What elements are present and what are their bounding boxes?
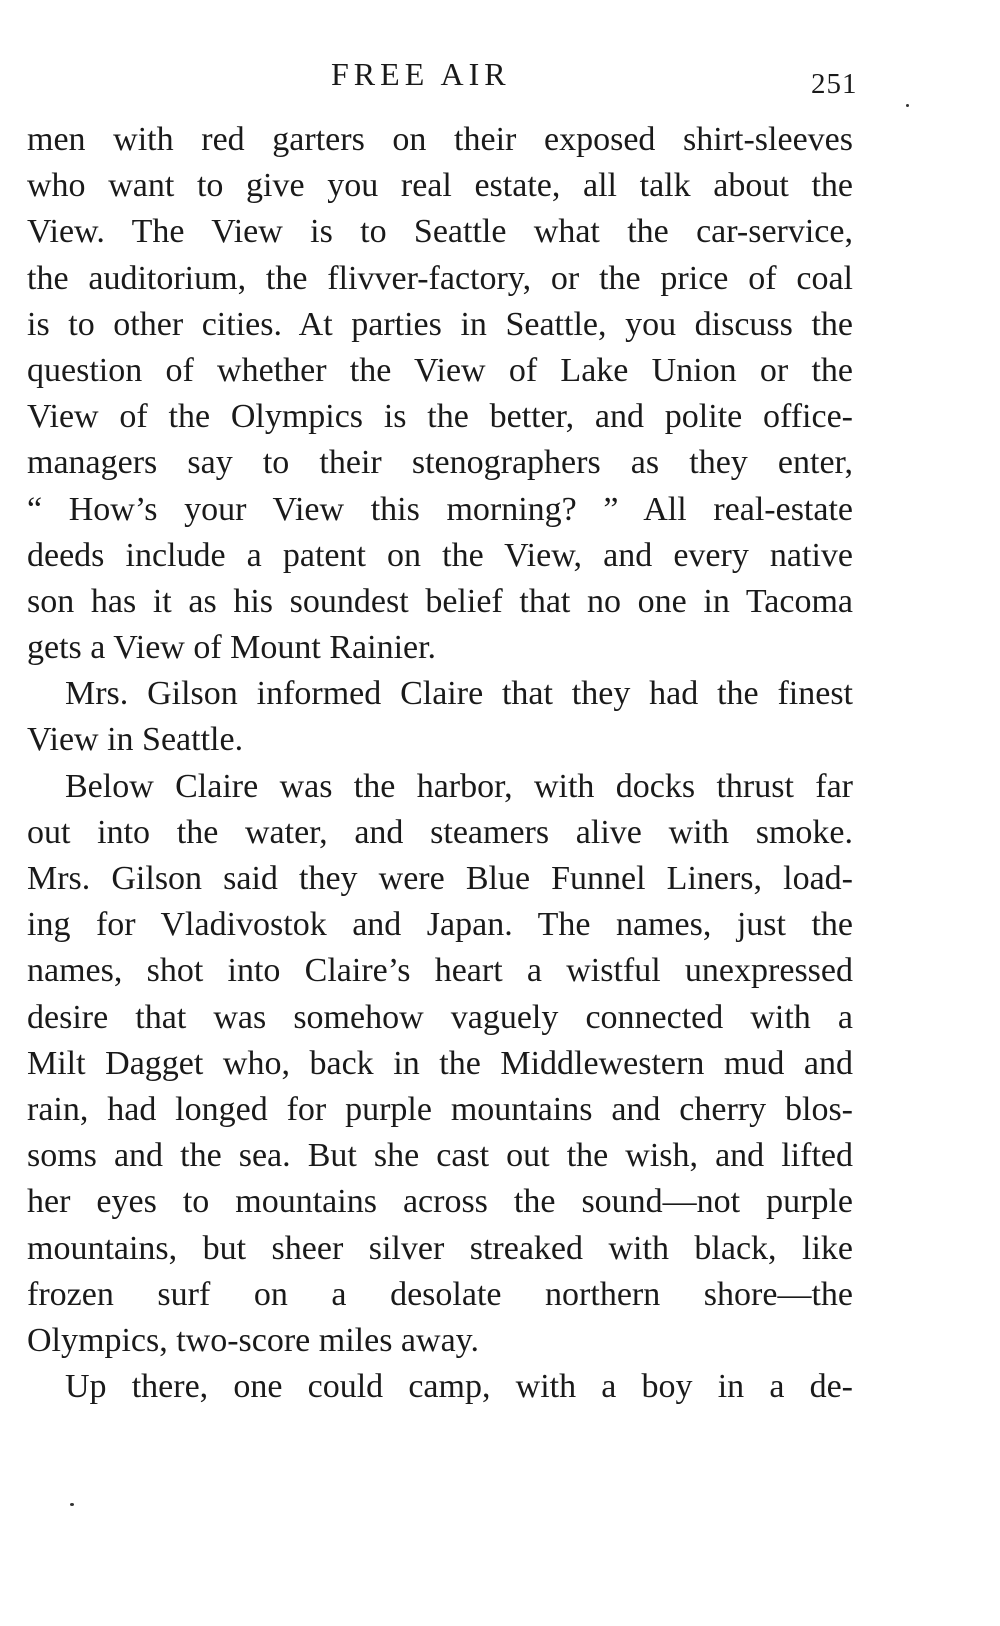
text-line: frozen surf on a desolate northern shore—the [27,1275,853,1313]
body-text [27,117,853,1410]
text-line: names, shot into Claire’s heart a wistful unexpressed [27,952,853,990]
text-line: deeds include a patent on the View, and every native [27,536,853,574]
text-line: question of whether the View of Lake Union or the [27,351,853,389]
text-line: rain, had longed for purple mountains and cherry blos- [27,1090,853,1128]
text-line: mountains, but sheer silver streaked with black, like [27,1229,853,1267]
text-line: men with red garters on their exposed shirt-sleeves [27,121,853,158]
text-line: son has it as his soundest belief that no one in Tacoma [27,582,853,620]
text-line: gets a View of Mount Rainier. [27,629,437,667]
text-line: Mrs. Gilson said they were Blue Funnel Liners, load- [27,860,853,897]
text-line: ing for Vladivostok and Japan. The names, just the [27,906,853,944]
text-line: “ How’s your View this morning? ” All real-estate [27,490,853,528]
text-line: View. The View is to Seattle what the car-service, [27,213,853,251]
text-line: Milt Dagget who, back in the Middlewestern mud and [27,1044,853,1082]
text-line: View in Seattle. [27,721,244,759]
scan-speck [70,1503,74,1506]
text-line: who want to give you real estate, all talk about the [27,167,853,205]
text-line: the auditorium, the flivver-factory, or the price of coal [27,259,853,297]
text-line: managers say to their stenographers as they enter, [27,444,853,482]
text-line: is to other cities. At parties in Seattle, you discuss the [27,305,853,343]
text-line: soms and the sea. But she cast out the wish, and lifted [27,1137,853,1175]
running-title: FREE AIR [331,56,511,92]
text-line: desire that was somehow vaguely connected with a [27,998,853,1036]
running-head [0,56,1000,106]
scan-speck [906,104,909,107]
text-line: her eyes to mountains across the sound—not purple [27,1183,853,1221]
page-number: 251 [811,68,858,100]
text-line: Olympics, two-score miles away. [27,1321,479,1359]
text-line: out into the water, and steamers alive with smoke. [27,813,853,851]
text-line: Mrs. Gilson informed Claire that they had the finest [65,675,853,713]
text-line: Up there, one could camp, with a boy in a de- [65,1368,853,1406]
text-line: Below Claire was the harbor, with docks thrust far [65,767,853,805]
text-line: View of the Olympics is the better, and polite office- [27,398,853,436]
